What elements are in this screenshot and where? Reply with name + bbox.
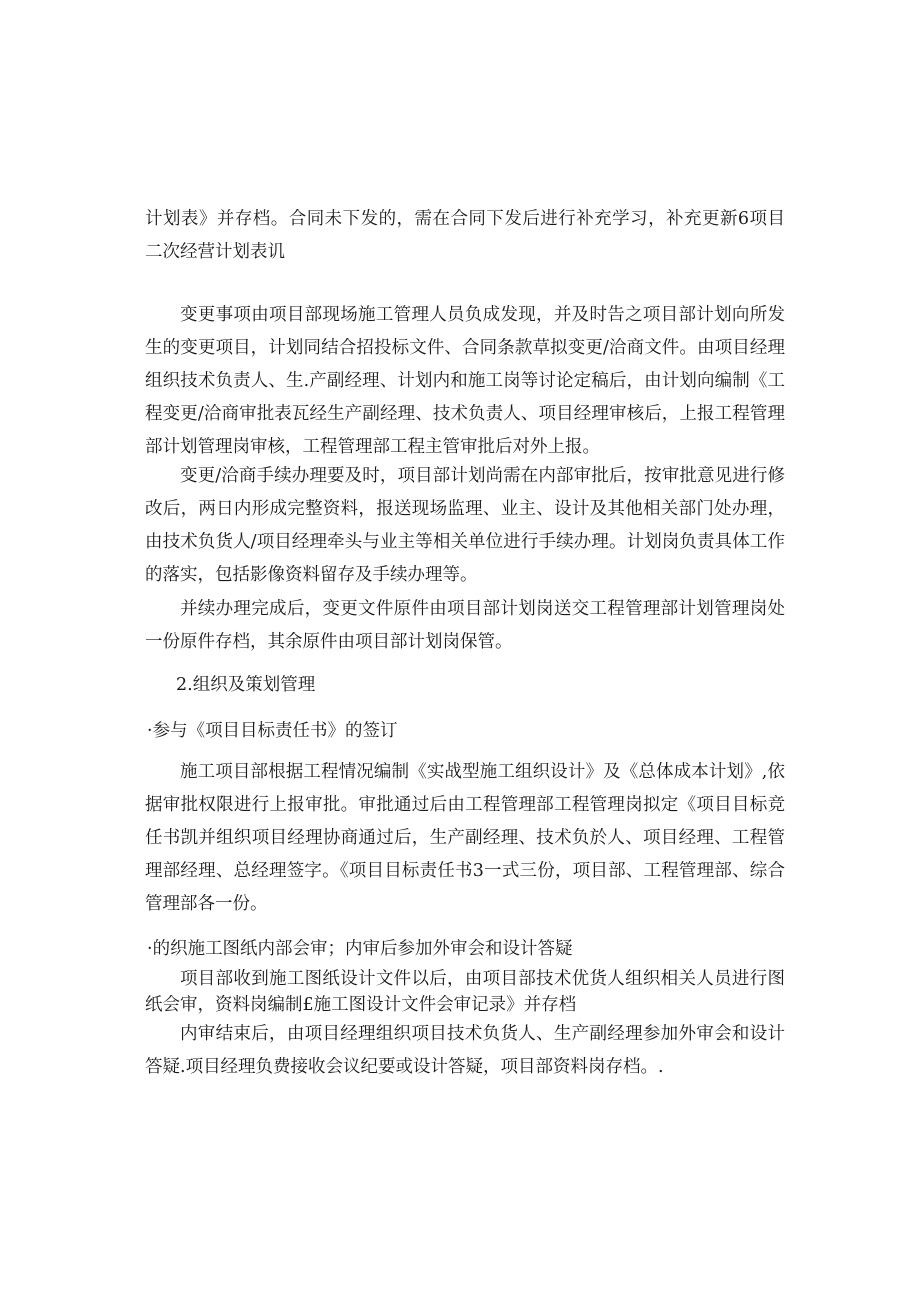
section-heading-organization: 2.组织及策划管理: [176, 675, 316, 695]
bullet-drawing-review: ·的织施工图纸内部会审；内审后参加外审会和设计答疑: [147, 939, 573, 959]
paragraph-drawing-review: 项目部收到施工图纸设计文件以后，由项目部技术优货人组织相关人员进行图纸会审，资料岗编制£施工图设计文件会审记录》并存档: [145, 969, 785, 1015]
paragraph-continuation: 计划表》并存档。合同未下发的，需在合同下发后进行补充学习，补充更新6项目二次经营计划表讥: [145, 209, 785, 262]
paragraph-document-archiving: 并续办理完成后，变更文件原件由项目部计划岗送交工程管理部计划管理岗处一份原件存档，其余原件由项目部计划岗保管。: [145, 599, 785, 652]
bullet-target-responsibility: ·参与《项目目标责任书》的签订: [147, 721, 398, 741]
paragraph-change-procedures: 变更/洽商手续办理要及时，项目部计划尚需在内部审批后，按审批意见进行修改后，两日内形成完整资料，报送现场监理、业主、设计及其他相关部门处办理，由技术负货人/项目经理牵头与业主等相关单位进行手续办理。计划岗负责具体工作的落实，包括影像资料留存及手续办理等。: [145, 466, 785, 585]
paragraph-external-review: 内审结束后，由项目经理组织项目技术负货人、生产副经理参加外审会和设计答疑.项目经理负费接收会议纪要或设计答疑，项目部资料岗存档。.: [145, 1024, 785, 1077]
paragraph-construction-plan: 施工项目部根据工程情况编制《实战型施工组织设计》及《总体成本计划》,依据审批权限进行上报审批。审批通过后由工程管理部工程管理岗拟定《项目目标竞任书凯并组织项目经理协商通过后，生产副经理、技术负於人、项目经理、工程管理部经理、总经理签字。《项目目标责任书3一式三份，项目部、工程管理部、综合管理部各一份。: [145, 762, 785, 914]
paragraph-change-items: 变更事项由项目部现场施工管理人员负成发现，并及时告之项目部计划向所发生的变更项目，计划同结合招投标文件、合同条款草拟变更/洽商文件。由项目经理组织技术负责人、生.产副经理、计划内和施工岗等讨论定稿后，由计划向编制《工程变更/洽商审批表瓦经生产副经理、技术负责人、项目经理审核后，上报工程管理部计划管理岗审核，工程管理部工程主管审批后对外上报。: [145, 305, 785, 457]
